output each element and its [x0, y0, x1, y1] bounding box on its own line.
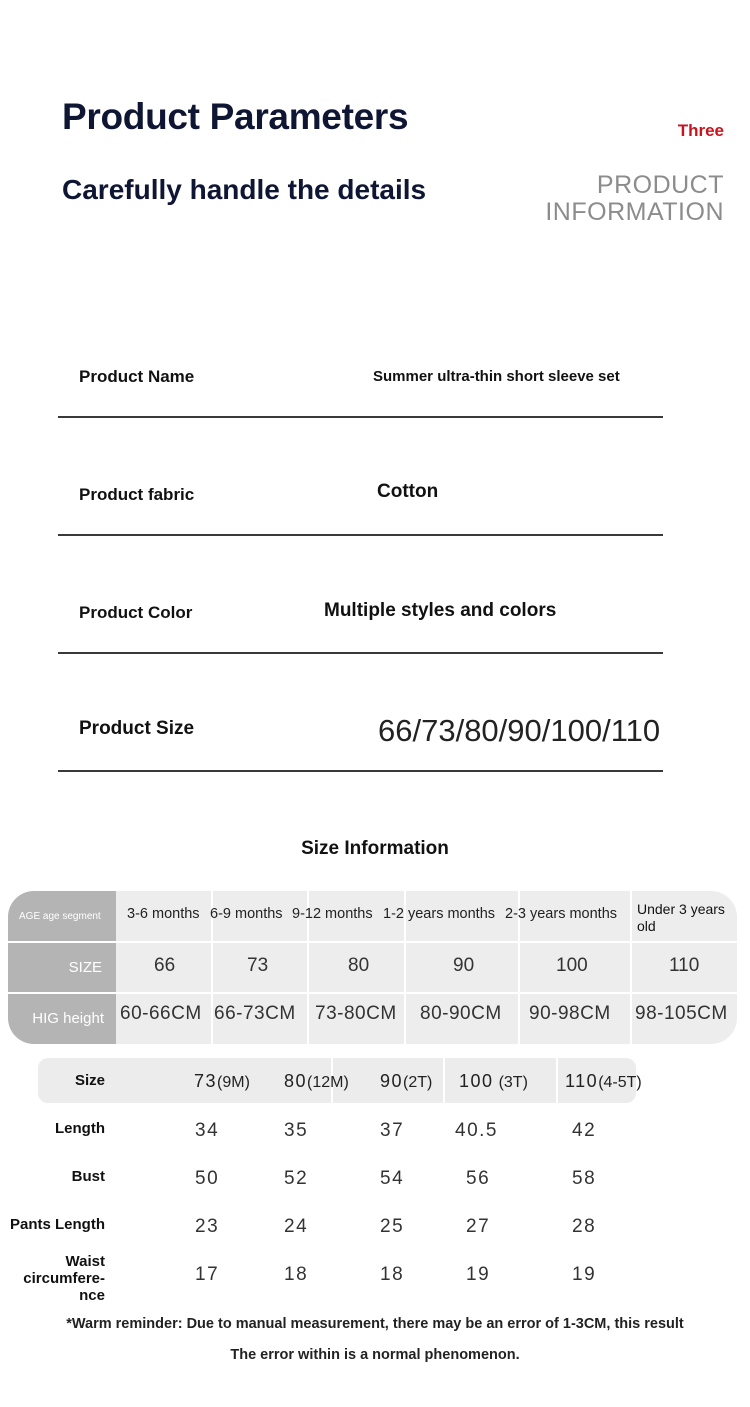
measure-cell: 18 [284, 1264, 309, 1285]
age-cell: 3-6 months [127, 906, 200, 922]
measure-cell: 19 [572, 1264, 597, 1285]
size-number: 80 [284, 1071, 308, 1091]
info-line-2: INFORMATION [545, 198, 724, 226]
product-information-heading [545, 172, 724, 226]
size-age: (3T) [498, 1074, 528, 1091]
measure-cell: 56 [466, 1168, 491, 1189]
measure-cell: 35 [284, 1120, 309, 1141]
row-divider [8, 941, 737, 943]
size-number: 110 [565, 1071, 599, 1091]
height-cell: 73-80CM [315, 1003, 397, 1024]
measure-size-header [380, 1071, 432, 1092]
size-cell: 110 [669, 955, 700, 976]
size-cell: 90 [453, 955, 475, 976]
size-number: 73 [194, 1071, 218, 1091]
size-cell: 100 [556, 955, 588, 976]
measure-header-label: Size [74, 1072, 105, 1089]
info-line-1: PRODUCT [596, 171, 724, 199]
param-value: 66/73/80/90/100/110 [378, 713, 661, 748]
param-row-color [58, 536, 663, 654]
measure-cell: 19 [466, 1264, 491, 1285]
label-line: nce [79, 1287, 105, 1304]
size-age: (12M) [307, 1074, 349, 1091]
param-value: Cotton [377, 481, 439, 502]
measure-size-header [194, 1071, 250, 1092]
age-cell: Under 3 years old [637, 901, 725, 934]
size-cell: 80 [348, 955, 370, 976]
size-age: (2T) [403, 1074, 433, 1091]
section-number-badge: Three [677, 121, 724, 140]
page-subtitle: Carefully handle the details [62, 174, 427, 205]
row-header-age: AGE age segment [19, 911, 101, 922]
measure-cell: 40.5 [455, 1120, 498, 1141]
age-cell: 2-3 years months [505, 906, 618, 922]
column-divider [443, 1058, 445, 1103]
param-row-fabric [58, 418, 663, 536]
measure-size-header [565, 1071, 642, 1092]
measure-cell: 58 [572, 1168, 597, 1189]
page-title: Product Parameters [62, 96, 409, 137]
param-row-name [58, 300, 663, 418]
height-cell: 60-66CM [120, 1003, 202, 1024]
measure-cell: 54 [380, 1168, 405, 1189]
height-cell: 98-105CM [635, 1003, 728, 1024]
size-information-title: Size Information [301, 838, 449, 859]
measure-cell: 34 [195, 1120, 220, 1141]
param-value: Summer ultra-thin short sleeve set [373, 368, 620, 385]
size-number: 90 [380, 1071, 404, 1091]
measure-cell: 24 [284, 1216, 309, 1237]
param-label: Product fabric [79, 485, 195, 504]
measure-cell: 23 [195, 1216, 220, 1237]
size-number: 100 [459, 1071, 494, 1091]
age-cell: 9-12 months [292, 906, 373, 922]
size-age: (9M) [217, 1074, 250, 1091]
param-label: Product Name [79, 367, 195, 386]
height-cell: 66-73CM [214, 1003, 296, 1024]
size-cell: 66 [154, 955, 176, 976]
age-cell: 1-2 years months [383, 906, 496, 922]
measure-cell: 50 [195, 1168, 220, 1189]
warm-reminder-note: *Warm reminder: Due to manual measurement, there may be an error of 1-3CM, this result [66, 1316, 684, 1332]
error-note: The error within is a normal phenomenon. [230, 1347, 520, 1363]
column-divider [556, 1058, 558, 1103]
age-cell: 6-9 months [210, 906, 283, 922]
measure-cell: 52 [284, 1168, 309, 1189]
param-value: Multiple styles and colors [324, 600, 557, 621]
param-label: Product Size [79, 718, 195, 739]
label-line: circumfere- [23, 1270, 105, 1287]
measure-cell: 27 [466, 1216, 491, 1237]
height-cell: 80-90CM [420, 1003, 502, 1024]
row-divider [8, 992, 737, 994]
size-age: (4-5T) [598, 1074, 642, 1091]
measure-size-header [284, 1071, 349, 1092]
measure-row-label [0, 1253, 105, 1304]
row-header-size: SIZE [68, 959, 102, 976]
measure-cell: 18 [380, 1264, 405, 1285]
row-header-height: HIG height [32, 1010, 104, 1027]
measure-cell: 28 [572, 1216, 597, 1237]
label-line: Waist [65, 1253, 105, 1270]
measure-cell: 25 [380, 1216, 405, 1237]
measure-row-label: Length [55, 1120, 105, 1137]
height-cell: 90-98CM [529, 1003, 611, 1024]
measure-cell: 17 [195, 1264, 220, 1285]
measure-row-label: Pants Length [9, 1216, 105, 1233]
measure-cell: 37 [380, 1120, 405, 1141]
measure-row-label: Bust [71, 1168, 105, 1185]
param-row-size [58, 654, 663, 772]
measure-size-header [459, 1071, 528, 1092]
column-divider [630, 891, 632, 1044]
measure-cell: 42 [572, 1120, 597, 1141]
param-label: Product Color [79, 603, 193, 622]
size-cell: 73 [247, 955, 269, 976]
